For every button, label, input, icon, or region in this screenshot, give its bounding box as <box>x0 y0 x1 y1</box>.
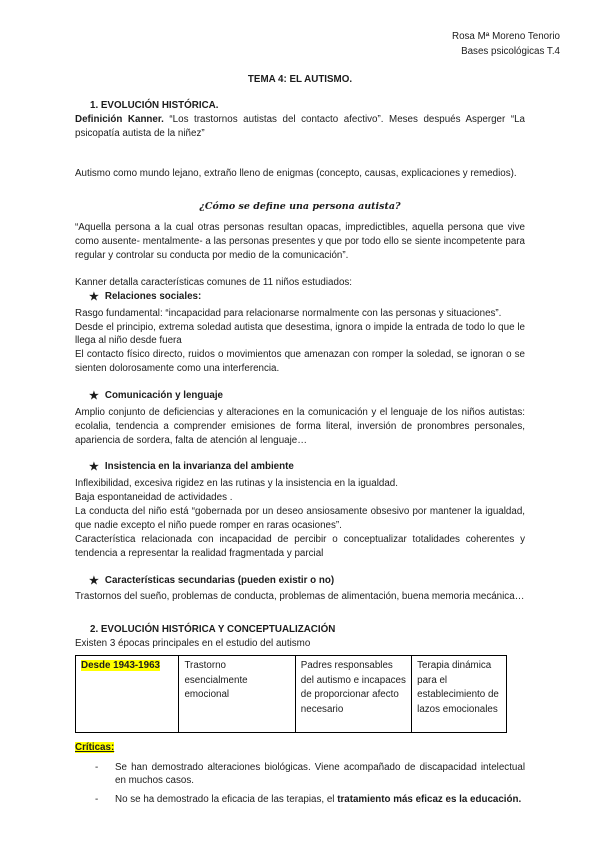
criticas-item-2-text <box>115 793 525 807</box>
criticas-label: Críticas: <box>75 741 115 753</box>
quote-paragraph: “Aquella persona a la cual otras personas resultan opacas, impredictibles, aquella persona que vive como ausente- mentalmente- a las personas presentes y que por todo ello se siente incompetente para regular y controlar su conducta por medio de la comunicación”. <box>75 222 525 262</box>
section-relaciones-sociales <box>75 290 525 376</box>
document-content <box>0 99 600 807</box>
section-comunicacion-lenguaje <box>75 389 525 447</box>
relaciones-paragraph-3: El contacto físico directo, ruidos o movimientos que amenazan con romper la soledad, se ignoran o se sienten dolorosamente como una interferencia. <box>75 349 525 375</box>
comunicacion-heading <box>75 389 525 405</box>
autismo-intro-paragraph: Autismo como mundo lejano, extraño lleno de enigmas (concepto, causas, explicaciones y remedios). <box>75 168 517 179</box>
definicion-kanner-rest: “Los trastornos autistas del contacto afectivo”. Meses después Asperger “La psicopatía autista de la niñez” <box>75 114 525 140</box>
epoch-description-cell: Trastorno esencialmente emocional <box>179 655 295 732</box>
relaciones-paragraph-2: Desde el principio, extrema soledad autista que desestima, ignora o impide la entrada de todo lo que le llega al niño desde fuera <box>75 321 525 347</box>
star-icon: ★ <box>89 461 99 474</box>
section-1-heading: 1. EVOLUCIÓN HISTÓRICA. <box>90 100 219 112</box>
header-block <box>0 30 600 59</box>
spacer <box>75 154 525 167</box>
epoch-therapy-cell: Terapia dinámica para el establecimiento de lazos emocionales <box>412 655 507 732</box>
invarianza-heading-text: Insistencia en la invarianza del ambiente <box>104 461 294 473</box>
criticas-item-2-normal: No se ha demostrado la eficacia de las terapias, el <box>115 794 338 806</box>
comunicacion-heading-text: Comunicación y lenguaje <box>104 390 224 402</box>
section-caracteristicas-secundarias <box>75 574 525 605</box>
question-heading: ¿Cómo se define una persona autista? <box>199 200 401 212</box>
header-course: Bases psicológicas T.4 <box>461 45 560 57</box>
epoch-cause-cell: Padres responsables del autismo e incapaces de proporcionar afecto necesario <box>295 655 411 732</box>
secundarias-heading-text: Características secundarias (pueden existir o no) <box>104 574 335 586</box>
epochs-table-row <box>76 655 507 732</box>
criticas-list <box>95 761 525 808</box>
invarianza-paragraph-4: Característica relacionada con incapacidad de percibir o conceptualizar totalidades coherentes y tendencia a representar la realidad fragmentada y parcial <box>75 533 525 559</box>
dash-bullet: - <box>95 794 99 806</box>
epoch-period-highlight: Desde 1943-1963 <box>81 659 160 671</box>
criticas-label-block <box>75 741 525 755</box>
criticas-item-1-text: Se han demostrado alteraciones biológicas. Viene acompañado de discapacidad intelectual en muchos casos. <box>115 761 525 787</box>
star-icon: ★ <box>89 291 99 304</box>
invarianza-paragraph-2: Baja espontaneidad de actividades . <box>75 492 233 503</box>
epochs-table <box>75 655 507 733</box>
dash-bullet: - <box>95 761 99 773</box>
comunicacion-paragraph-1: Amplio conjunto de deficiencias y alteraciones en la comunicación y el lenguaje de los niños autistas: ecolalia, tendencia a comprender emisiones de forma literal, inversión de pronombres personales, apariencia de sordera, falta de atención al lenguaje… <box>75 406 525 446</box>
secundarias-paragraph-1: Trastornos del sueño, problemas de conducta, problemas de alimentación, buena memoria mecánica… <box>75 591 525 603</box>
relaciones-sociales-heading-text: Relaciones sociales: <box>104 291 202 303</box>
star-icon: ★ <box>89 390 99 403</box>
kanner-detail-paragraph: Kanner detalla características comunes de 11 niños estudiados: <box>75 277 353 289</box>
star-icon: ★ <box>89 574 99 587</box>
document-title: TEMA 4: EL AUTISMO. <box>247 74 353 86</box>
header-author: Rosa Mª Moreno Tenorio <box>452 31 560 42</box>
section-invarianza <box>75 460 525 560</box>
definicion-kanner-paragraph <box>75 113 525 141</box>
secundarias-heading <box>75 574 525 590</box>
section-2-heading: 2. EVOLUCIÓN HISTÓRICA Y CONCEPTUALIZACIÓN <box>90 624 336 636</box>
criticas-item-2-bold: tratamiento más eficaz es la educación. <box>337 794 522 806</box>
invarianza-paragraph-3: La conducta del niño está “gobernada por un deseo ansiosamente obsesivo por mantener la igualdad, que nadie excepto el niño puede romper en raras ocasiones”. <box>75 505 525 531</box>
criticas-item-2 <box>95 793 525 807</box>
invarianza-heading <box>75 460 525 476</box>
definicion-kanner-bold: Definición Kanner. <box>75 114 164 126</box>
criticas-item-1 <box>95 761 525 789</box>
epocas-intro-paragraph: Existen 3 épocas principales en el estudio del autismo <box>75 637 311 649</box>
epoch-period-cell <box>76 655 179 732</box>
invarianza-paragraph-1: Inflexibilidad, excesiva rigidez en las rutinas y la insistencia en la igualdad. <box>75 478 398 490</box>
relaciones-sociales-heading <box>75 290 525 306</box>
relaciones-paragraph-1: Rasgo fundamental: “incapacidad para relacionarse normalmente con las personas y situaciones”. <box>75 307 502 319</box>
